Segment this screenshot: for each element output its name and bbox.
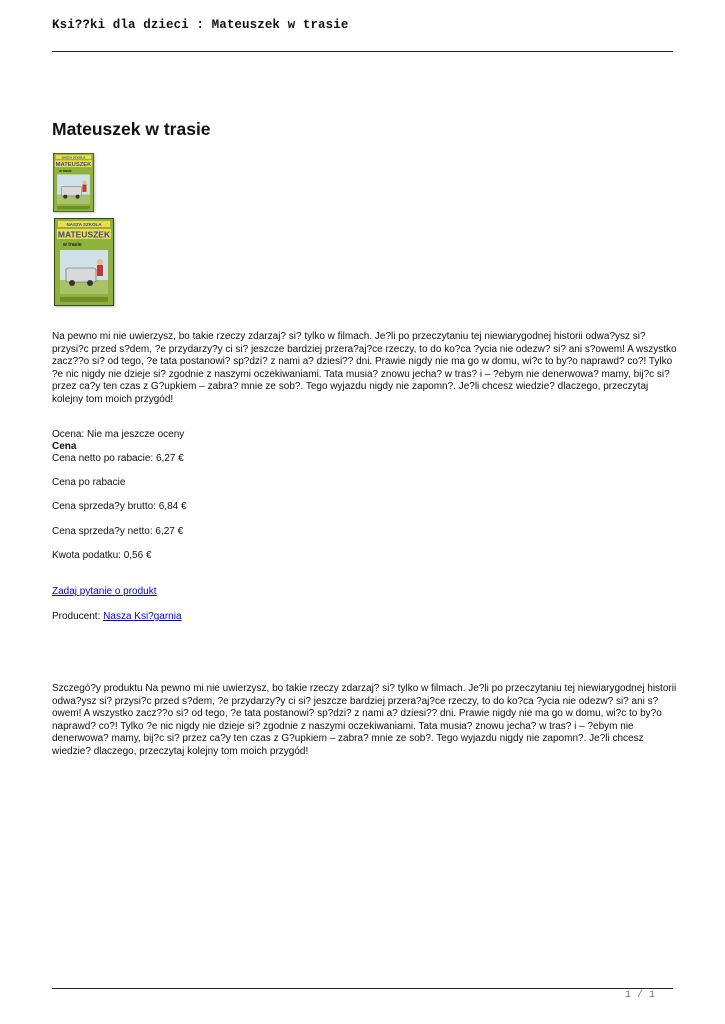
cover-subtitle-text: w trasie: [63, 242, 82, 248]
footer-divider: [52, 988, 673, 989]
cover-scene-wheel-right: [87, 280, 93, 286]
cover-scene-figure-body: [82, 185, 86, 192]
cover-scene-wheel-right: [76, 195, 80, 199]
producer-row: [52, 611, 182, 623]
header-divider: [52, 51, 673, 52]
rating-text: Ocena: Nie ma jeszcze oceny: [52, 429, 185, 440]
cover-bottom-band: [57, 206, 90, 209]
producer-link[interactable]: Nasza Ksi?garnia: [103, 611, 182, 622]
gross-sale-price: Cena sprzeda?y brutto: 6,84 €: [52, 501, 187, 512]
cover-series-text: NASZA SZKOŁA: [66, 222, 102, 227]
product-description: Na pewno mi nie uwierzysz, bo takie rzeczy zdarzaj? si? tylko w filmach. Je?li po przeczytaniu tej niewiarygodnej historii odwa?ysz si? przysi?c przed s?dem, ?e przydarzy?y ci si? jeszcze bardziej przera?aj?ce rzeczy, to do ko?ca ?ycia nie odezw? si? ani s?owem! A wszystko zacz??o si? od tego, ?e tata postanowi? sp?dzi? z nami a? dziesi?? dni. Prawie nigdy nie ma go w domu, wi?c to by?o naprawd? co?! Tylko ?e nic nigdy nie dzieje si? zgodnie z naszymi oczekiwaniami. Tata musia? znowu jecha? w tras? i – ?ebym nie denerwowa? mamy, bij?c si? przez ca?y ten czas z G?upkiem – zabra? mnie ze sob?. Tego wyjazdu nigdy nie zapomn?. Je?li chcesz wiedzie? dlaczego, przeczytaj kolejny tom moich przygód!: [52, 331, 677, 405]
cover-series-text: NASZA SZKOŁA: [61, 155, 86, 160]
book-cover-image[interactable]: [54, 218, 114, 306]
document-header: Ksi??ki dla dzieci : Mateuszek w trasie: [52, 18, 349, 32]
book-cover-thumbnail[interactable]: [53, 153, 94, 212]
cover-scene-figure-head: [82, 180, 86, 184]
cover-scene-wheel-left: [69, 280, 75, 286]
discount-price-label: Cena po rabacie: [52, 477, 126, 488]
ask-question-link[interactable]: Zadaj pytanie o produkt: [52, 586, 157, 597]
product-title: Mateuszek w trasie: [52, 119, 211, 139]
cover-title-text: MATEUSZEK: [55, 162, 92, 169]
price-heading: Cena: [52, 441, 77, 452]
cover-title-text: MATEUSZEK: [57, 229, 111, 240]
cover-subtitle-text: w trasie: [59, 168, 72, 173]
cover-scene-vehicle: [66, 268, 96, 282]
tax-amount: Kwota podatku: 0,56 €: [52, 550, 152, 561]
cover-scene-figure-body: [97, 265, 103, 276]
producer-label: Producent:: [52, 611, 104, 622]
cover-scene-figure-head: [97, 259, 103, 265]
net-sale-price: Cena sprzeda?y netto: 6,27 €: [52, 526, 184, 537]
page-number: 1 / 1: [625, 990, 656, 1001]
cover-scene-wheel-left: [63, 195, 67, 199]
net-price-after-discount: Cena netto po rabacie: 6,27 €: [52, 453, 184, 464]
cover-scene-vehicle: [61, 187, 81, 196]
product-details: Szczegó?y produktu Na pewno mi nie uwierzysz, bo takie rzeczy zdarzaj? si? tylko w filmach. Je?li po przeczytaniu tej niewiarygodnej historii odwa?ysz si? przysi?c przed s?dem, ?e przydarzy?y ci si? jeszcze bardziej przera?aj?ce rzeczy, to do ko?ca ?ycia nie odezw? si? ani s?owem! A wszystko zacz??o si? od tego, ?e tata postanowi? sp?dzi? z nami a? dziesi?? dni. Prawie nigdy nie ma go w domu, wi?c to by?o naprawd? co?! Tylko ?e nic nigdy nie dzieje si? zgodnie z naszymi oczekiwaniami. Tata musia? znowu jecha? w tras? i – ?ebym nie denerwowa? mamy, bij?c si? przez ca?y ten czas z G?upkiem – zabra? mnie ze sob?. Tego wyjazdu nigdy nie zapomn?. Je?li chcesz wiedzie? dlaczego, przeczytaj kolejny tom moich przygód!: [52, 683, 677, 757]
ask-question-row: [52, 586, 157, 598]
cover-bottom-band: [60, 297, 108, 302]
